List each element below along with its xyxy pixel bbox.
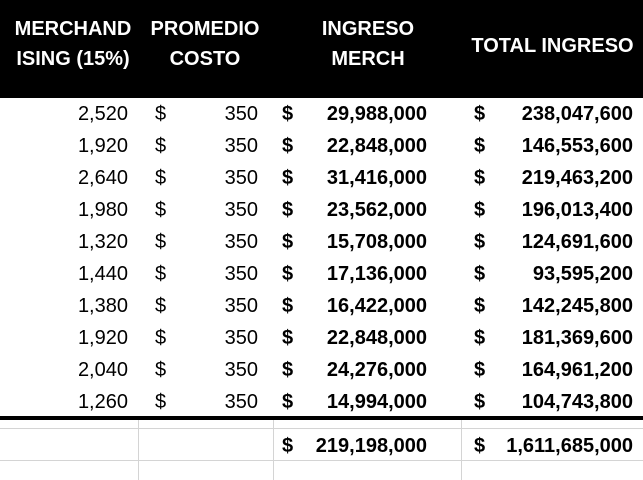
currency-symbol: $ <box>155 327 167 349</box>
header-total-label: TOTAL INGRESO <box>471 35 634 57</box>
currency-symbol: $ <box>474 167 486 189</box>
currency-symbol: $ <box>474 391 486 413</box>
table-row <box>0 290 643 322</box>
header-promedio-line2: COSTO <box>169 48 241 70</box>
currency-symbol: $ <box>282 391 294 413</box>
currency-symbol: $ <box>474 135 486 157</box>
header-merchandising-line2: ISING (15%) <box>16 48 130 70</box>
ingreso-merch-cell[interactable]: 31,416,000 <box>326 167 427 189</box>
merchandising-cell[interactable]: 1,980 <box>77 199 128 221</box>
merchandising-cell[interactable]: 1,380 <box>77 295 128 317</box>
ingreso-merch-cell[interactable]: 15,708,000 <box>326 231 427 253</box>
currency-symbol: $ <box>474 103 486 125</box>
currency-symbol: $ <box>474 435 486 457</box>
currency-symbol: $ <box>474 263 486 285</box>
table-row <box>0 386 643 418</box>
total-ingreso-cell[interactable]: 219,463,200 <box>521 167 633 189</box>
currency-symbol: $ <box>282 231 294 253</box>
table-row <box>0 194 643 226</box>
currency-symbol: $ <box>474 327 486 349</box>
totals-grid <box>0 420 643 480</box>
promedio-costo-cell[interactable]: 350 <box>224 263 258 285</box>
header-ingreso-line1: INGRESO <box>321 18 415 40</box>
total-ingreso-cell[interactable]: 164,961,200 <box>521 359 633 381</box>
header-promedio-line1: PROMEDIO <box>150 18 260 40</box>
ingreso-merch-cell[interactable]: 22,848,000 <box>326 135 427 157</box>
data-rows <box>0 98 643 418</box>
total-ingreso-cell[interactable]: 93,595,200 <box>532 263 633 285</box>
promedio-costo-cell[interactable]: 350 <box>224 391 258 413</box>
currency-symbol: $ <box>474 199 486 221</box>
currency-symbol: $ <box>474 295 486 317</box>
header-ingreso-merch[interactable] <box>278 14 458 74</box>
merchandising-cell[interactable]: 2,640 <box>77 167 128 189</box>
currency-symbol: $ <box>155 391 167 413</box>
table-row <box>0 322 643 354</box>
ingreso-merch-cell[interactable]: 22,848,000 <box>326 327 427 349</box>
currency-symbol: $ <box>155 231 167 253</box>
currency-symbol: $ <box>282 167 294 189</box>
total-ingreso-cell[interactable]: 181,369,600 <box>521 327 633 349</box>
ingreso-merch-cell[interactable]: 24,276,000 <box>326 359 427 381</box>
currency-symbol: $ <box>282 435 294 457</box>
merchandising-cell[interactable]: 1,320 <box>77 231 128 253</box>
currency-symbol: $ <box>474 359 486 381</box>
total-ingreso-cell[interactable]: 196,013,400 <box>521 199 633 221</box>
merchandising-cell[interactable]: 2,520 <box>77 103 128 125</box>
currency-symbol: $ <box>155 103 167 125</box>
currency-symbol: $ <box>155 167 167 189</box>
header-total-ingreso[interactable] <box>462 31 643 61</box>
total-ingreso-cell[interactable]: 124,691,600 <box>521 231 633 253</box>
currency-symbol: $ <box>155 359 167 381</box>
table-row <box>0 162 643 194</box>
total-ingreso-cell[interactable]: 142,245,800 <box>521 295 633 317</box>
merchandising-cell[interactable]: 2,040 <box>77 359 128 381</box>
promedio-costo-cell[interactable]: 350 <box>224 327 258 349</box>
merchandising-cell[interactable]: 1,920 <box>77 135 128 157</box>
merchandising-cell[interactable]: 1,440 <box>77 263 128 285</box>
header-ingreso-line2: MERCH <box>331 48 405 70</box>
promedio-costo-cell[interactable]: 350 <box>224 199 258 221</box>
ingreso-merch-cell[interactable]: 17,136,000 <box>326 263 427 285</box>
currency-symbol: $ <box>474 231 486 253</box>
ingreso-merch-cell[interactable]: 23,562,000 <box>326 199 427 221</box>
currency-symbol: $ <box>282 135 294 157</box>
ingreso-merch-cell[interactable]: 14,994,000 <box>326 391 427 413</box>
currency-symbol: $ <box>155 135 167 157</box>
table-row <box>0 354 643 386</box>
header-merchandising-line1: MERCHAND <box>14 18 132 40</box>
currency-symbol: $ <box>155 295 167 317</box>
table-row <box>0 130 643 162</box>
promedio-costo-cell[interactable]: 350 <box>224 295 258 317</box>
promedio-costo-cell[interactable]: 350 <box>224 167 258 189</box>
header-promedio-costo[interactable] <box>140 14 270 74</box>
promedio-costo-cell[interactable]: 350 <box>224 359 258 381</box>
ingreso-merch-cell[interactable]: 29,988,000 <box>326 103 427 125</box>
currency-symbol: $ <box>155 263 167 285</box>
merchandising-cell[interactable]: 1,260 <box>77 391 128 413</box>
header-row <box>0 0 643 98</box>
total-ingreso-cell[interactable]: 104,743,800 <box>521 391 633 413</box>
total-ingreso-cell[interactable]: 1,611,685,000 <box>506 435 633 457</box>
totals-row <box>0 430 643 462</box>
promedio-costo-cell[interactable]: 350 <box>224 135 258 157</box>
promedio-costo-cell[interactable]: 350 <box>224 231 258 253</box>
promedio-costo-cell[interactable]: 350 <box>224 103 258 125</box>
total-ingreso-cell[interactable]: 146,553,600 <box>521 135 633 157</box>
gridline <box>0 428 643 429</box>
merchandising-cell[interactable]: 1,920 <box>77 327 128 349</box>
currency-symbol: $ <box>155 199 167 221</box>
currency-symbol: $ <box>282 327 294 349</box>
total-ingreso-cell[interactable]: 238,047,600 <box>521 103 633 125</box>
currency-symbol: $ <box>282 263 294 285</box>
ingreso-merch-cell[interactable]: 16,422,000 <box>326 295 427 317</box>
currency-symbol: $ <box>282 295 294 317</box>
currency-symbol: $ <box>282 103 294 125</box>
header-merchandising[interactable] <box>8 14 138 74</box>
table-row <box>0 258 643 290</box>
currency-symbol: $ <box>282 359 294 381</box>
total-ingreso-merch-cell[interactable]: 219,198,000 <box>315 435 427 457</box>
currency-symbol: $ <box>282 199 294 221</box>
table-row <box>0 226 643 258</box>
table-row <box>0 98 643 130</box>
